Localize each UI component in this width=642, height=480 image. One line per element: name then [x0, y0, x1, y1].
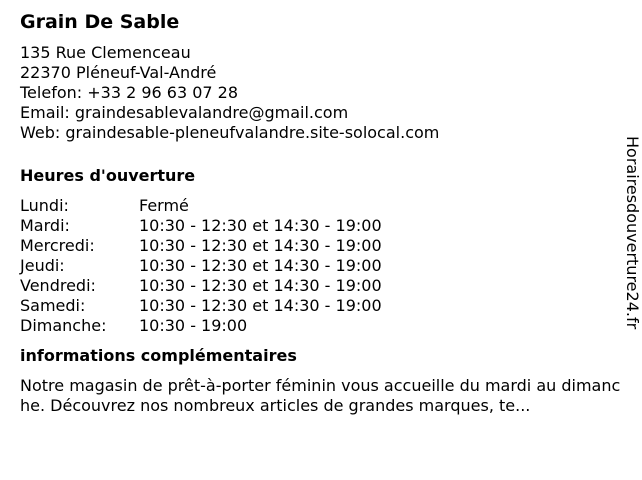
- hours-time: 10:30 - 12:30 et 14:30 - 19:00: [139, 236, 382, 255]
- address-city: 22370 Pléneuf-Val-André: [20, 63, 217, 82]
- address-street: 135 Rue Clemenceau: [20, 43, 191, 62]
- hours-row-dimanche: [20, 316, 605, 336]
- site-watermark: Horairesdouverture24.fr: [623, 136, 642, 330]
- opening-hours-table: [20, 196, 605, 336]
- opening-hours-heading: Heures d'ouverture: [20, 166, 196, 185]
- business-description: Notre magasin de prêt-à-porter féminin vous accueille du mardi au dimanche. Découvrez nos nombreux articles de grandes marques, te...: [20, 376, 621, 415]
- hours-day: Jeudi:: [20, 256, 65, 275]
- hours-time: 10:30 - 12:30 et 14:30 - 19:00: [139, 276, 382, 295]
- hours-row-mercredi: [20, 236, 605, 256]
- business-card: [20, 10, 621, 416]
- hours-day: Vendredi:: [20, 276, 96, 295]
- phone-number: Telefon: +33 2 96 63 07 28: [20, 83, 239, 102]
- hours-row-samedi: [20, 296, 605, 316]
- hours-day: Mardi:: [20, 216, 70, 235]
- hours-time: 10:30 - 12:30 et 14:30 - 19:00: [139, 296, 382, 315]
- hours-time: 10:30 - 19:00: [139, 316, 248, 335]
- hours-time: 10:30 - 12:30 et 14:30 - 19:00: [139, 256, 382, 275]
- hours-row-mardi: [20, 216, 605, 236]
- hours-day: Dimanche:: [20, 316, 107, 335]
- email-address: Email: graindesablevalandre@gmail.com: [20, 103, 349, 122]
- hours-day: Mercredi:: [20, 236, 95, 255]
- hours-day: Lundi:: [20, 196, 69, 215]
- hours-row-vendredi: [20, 276, 605, 296]
- business-name: Grain De Sable: [20, 11, 180, 33]
- hours-time: 10:30 - 12:30 et 14:30 - 19:00: [139, 216, 382, 235]
- hours-row-jeudi: [20, 256, 605, 276]
- additional-info-heading: informations complémentaires: [20, 346, 297, 365]
- hours-day: Samedi:: [20, 296, 86, 315]
- website-url: Web: graindesable-pleneufvalandre.site-solocal.com: [20, 123, 440, 142]
- hours-row-lundi: [20, 196, 605, 216]
- hours-time: Fermé: [139, 196, 189, 215]
